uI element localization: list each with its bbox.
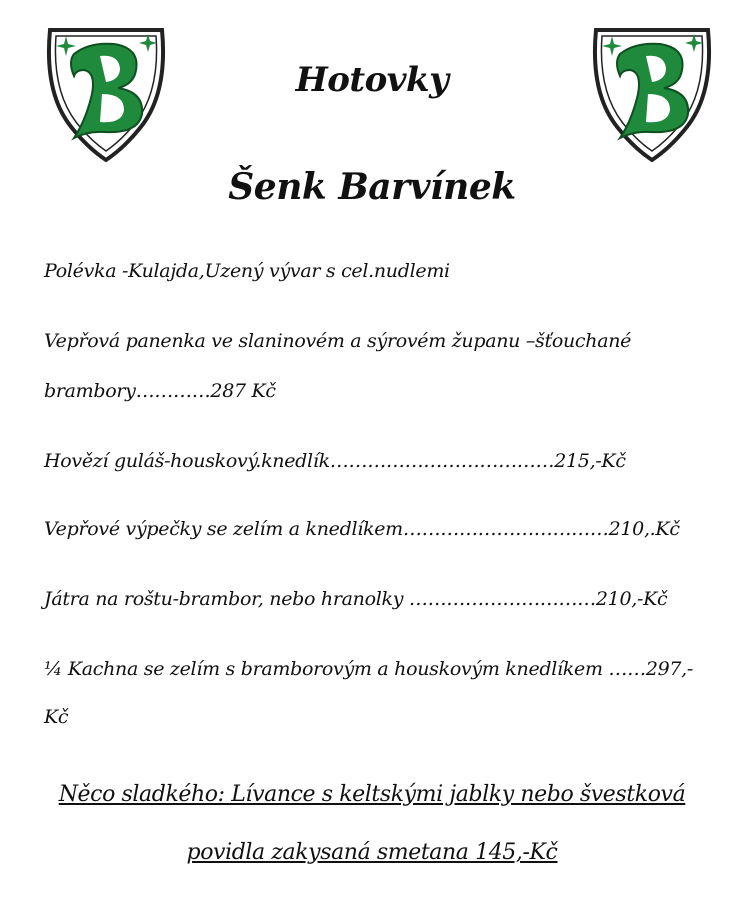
menu-item-liver: Játra na roštu-brambor, nebo hranolky …………………………210,-Kč [44,588,668,610]
page-title: Hotovky [295,60,449,100]
menu-item-goulash: Hovězí guláš-houskový.knedlík………………………………215,-Kč [44,450,626,472]
dessert-line-cont: povidla zakysaná smetana 145,-Kč [186,840,558,865]
menu-item-pork-tenderloin: Vepřová panenka ve slaninovém a sýrovém županu –šťouchané [44,330,632,352]
menu-item-pork-tenderloin-cont: brambory…………287 Kč [44,380,276,402]
menu-item-duck-cont: Kč [44,706,69,728]
menu-item-soup: Polévka -Kulajda,Uzený vývar s cel.nudlemi [44,260,450,282]
menu-item-duck: ¼ Kachna se zelím s bramborovým a houskovým knedlíkem ……297,- [44,658,694,680]
menu-item-roast-pork: Vepřové výpečky se zelím a knedlíkem……………………………210,.Kč [44,518,680,540]
restaurant-name: Šenk Barvínek [228,166,516,208]
dessert-line: Něco sladkého: Lívance s keltskými jablky nebo švestková [58,782,686,807]
